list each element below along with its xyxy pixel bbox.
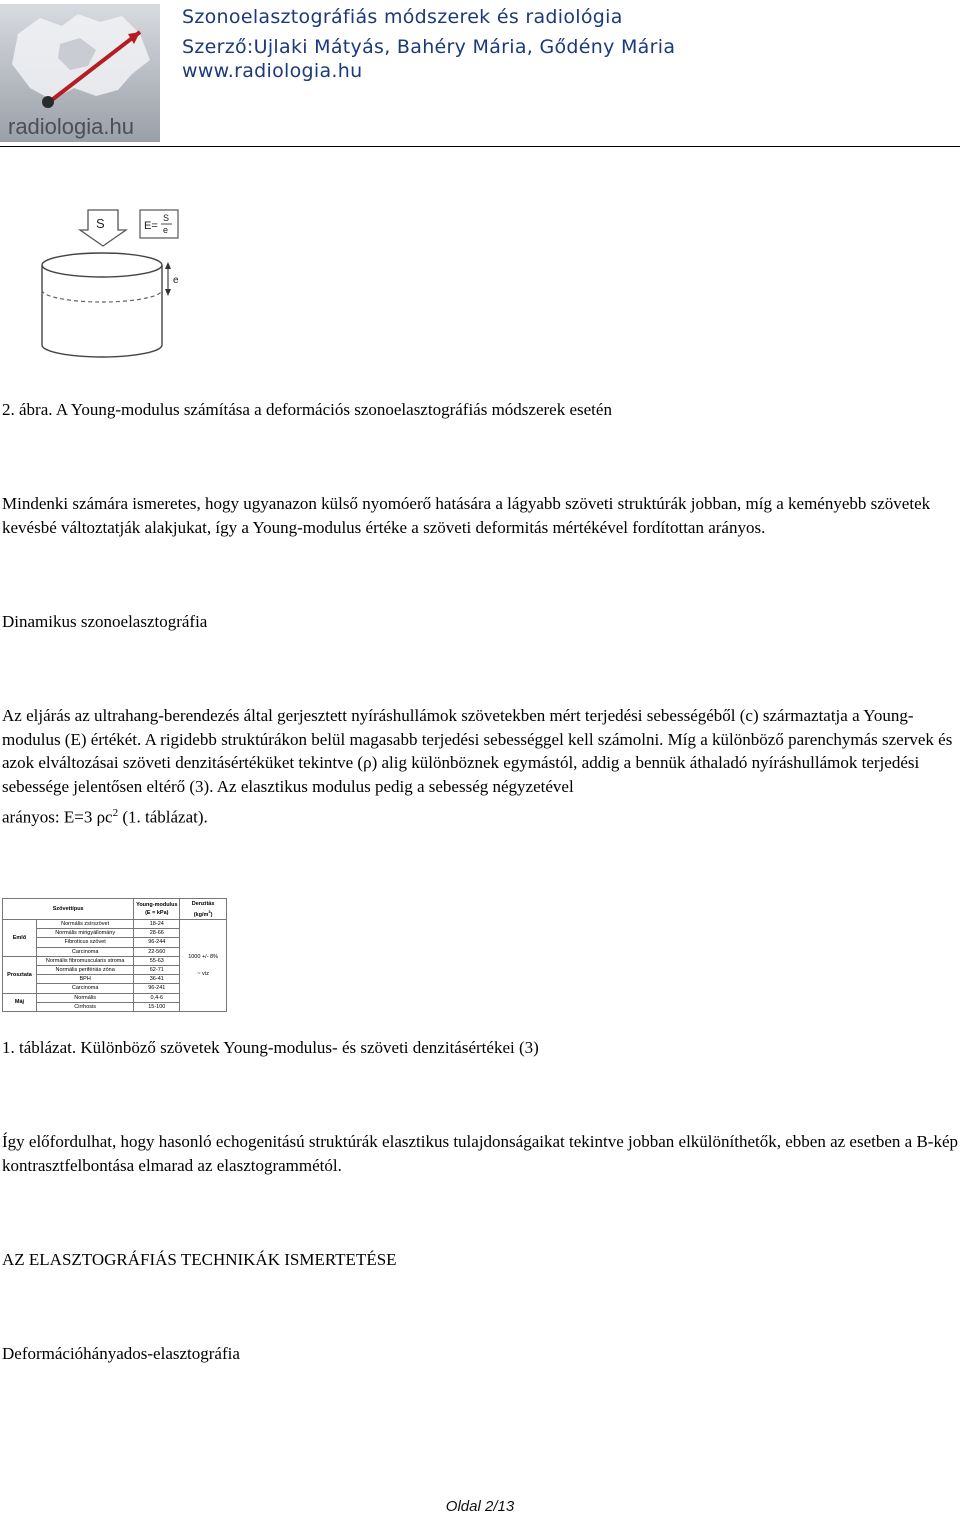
young-modulus-table — [2, 898, 227, 1012]
table-group-label: Emlő — [3, 920, 37, 957]
young-modulus-cell: 96-241 — [134, 984, 180, 993]
density-value: 1000 +/- 8% — [188, 954, 218, 961]
formula-numerator: S — [163, 213, 170, 223]
paragraph-2-tail — [2, 802, 958, 829]
tissue-cell: Normális zsírszövet — [36, 920, 133, 929]
col-young-modulus: Young-modulus (E = kPa) — [134, 899, 180, 920]
paragraph-2: Az eljárás az ultrahang-berendezés által gerjesztett nyíráshullámok szövetekben mért terjedési sebességéből (c) származtatja a Young-modulus (E) értékét. A rigidebb struktúrákon belül magasabb terjedési sebességgel kell számolni. Míg a különböző parenchymás szervek és azok elváltozásai szöveti denzitásértéküket tekintve (ρ) alig különböznek egymástól, addig a bennük áthaladó nyíráshullámok terjedési sebessége jelentősen eltérő (3). Az elasztikus modulus pedig a sebesség négyzetével — [2, 706, 953, 796]
young-modulus-cell: 62-71 — [134, 966, 180, 975]
young-modulus-cell: 96-244 — [134, 938, 180, 947]
paragraph-3: Így előfordulhat, hogy hasonló echogenitású struktúrák elasztikus tulajdonságaikat tekintve jobban elkülöníthetők, ebben az esetben a B-kép kontrasztfelbontása elmarad az elasztogrammétól. — [2, 1132, 958, 1175]
deformation-label: e — [173, 275, 179, 286]
header-title: Szonoelasztográfiás módszerek és radiológia — [182, 6, 623, 28]
figure-2-caption: 2. ábra. A Young-modulus számítása a deformációs szonoelasztográfiás módszerek esetén — [2, 400, 612, 419]
formula-superscript: 2 — [112, 807, 119, 819]
col-tissue-type: Szövettípus — [3, 899, 134, 920]
logo-text: radiologia.hu — [8, 114, 134, 139]
tissue-cell: Normális — [36, 993, 133, 1002]
young-modulus-cell: 28-66 — [134, 929, 180, 938]
header-authors: Szerző:Ujlaki Mátyás, Bahéry Mária, Gődény Mária — [182, 36, 676, 58]
young-modulus-cell: 22-560 — [134, 947, 180, 956]
table-group-label: Máj — [3, 993, 37, 1011]
tissue-cell: Cirrhosis — [36, 1002, 133, 1011]
radiologia-logo — [0, 4, 160, 142]
formula-lhs: E= — [144, 220, 158, 232]
young-modulus-figure — [30, 200, 200, 365]
col-density: Denzitás $(kg/m^3)$ — [180, 899, 227, 920]
table-caption: 1. táblázat. Különböző szövetek Young-modulus- és szöveti denzitásértékei (3) — [2, 1038, 539, 1057]
tissue-cell: Normális mirigyállomány — [36, 929, 133, 938]
young-modulus-cell: 55-63 — [134, 956, 180, 965]
table-header-row — [3, 899, 227, 920]
force-label: S — [96, 216, 105, 231]
tissue-cell: BPH — [36, 975, 133, 984]
heading-dynamic: Dinamikus szonoelasztográfia — [2, 612, 208, 631]
tissue-cell: Carcinoma — [36, 984, 133, 993]
tissue-cylinder — [42, 253, 162, 357]
young-modulus-cell: 18-24 — [134, 920, 180, 929]
table-row — [3, 920, 227, 929]
subsection-heading: Deformációhányados-elasztográfia — [2, 1344, 240, 1363]
page-number: Oldal 2/13 — [445, 1498, 515, 1515]
table-reference: (1. táblázat). — [118, 807, 208, 827]
tissue-cell: Normális perifériás zóna — [36, 966, 133, 975]
header-divider — [0, 146, 960, 147]
section-heading: AZ ELASZTOGRÁFIÁS TECHNIKÁK ISMERTETÉSE — [2, 1250, 397, 1269]
tissue-cell: Normális fibromuscularis stroma — [36, 956, 133, 965]
formula-text: arányos: E=3 ρc — [2, 807, 113, 827]
tissue-cell: Fibroticus szövet — [36, 938, 133, 947]
tissue-cell: Carcinoma — [36, 947, 133, 956]
young-modulus-cell: 36-41 — [134, 975, 180, 984]
header-website[interactable]: www.radiologia.hu — [182, 60, 363, 82]
density-note: ~ víz — [197, 970, 209, 977]
young-modulus-cell: 0,4-6 — [134, 993, 180, 1002]
formula-denominator: e — [163, 225, 169, 235]
density-cell — [180, 920, 227, 1012]
young-modulus-cell: 15-100 — [134, 1002, 180, 1011]
table-group-label: Prosztata — [3, 956, 37, 993]
paragraph-1: Mindenki számára ismeretes, hogy ugyanazon külső nyomóerő hatására a lágyabb szöveti struktúrák jobban, míg a keményebb szövetek kevésbé változtatják alakjukat, így a Young-modulus értéke a szöveti deformitás mértékével fordítottan arányos. — [2, 494, 931, 537]
